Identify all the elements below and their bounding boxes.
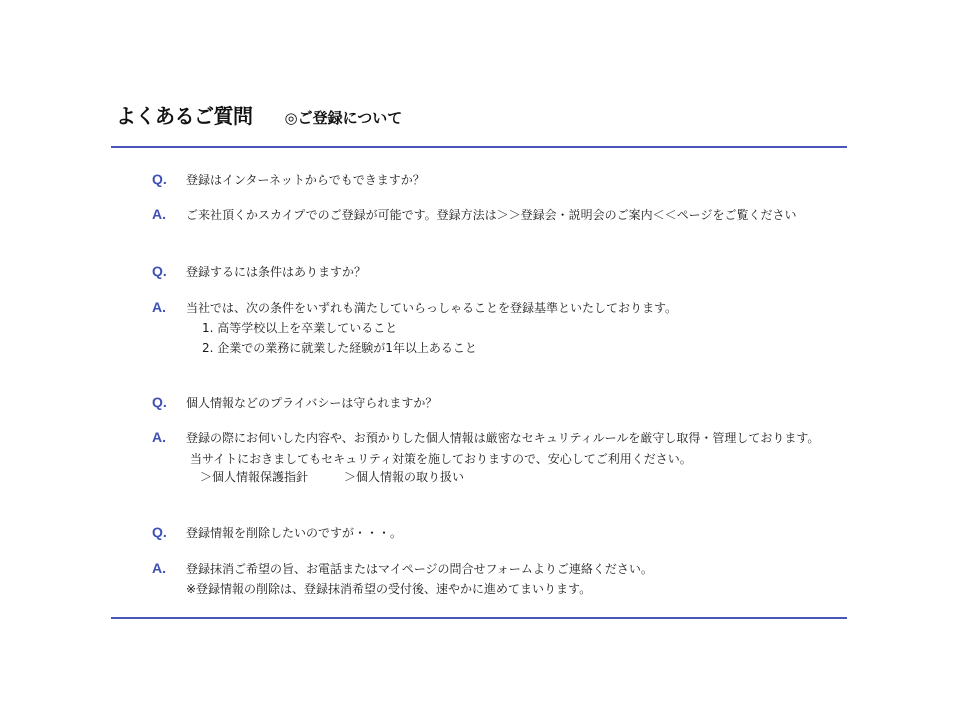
question-text: 個人情報などのプライバシーは守られますか？ bbox=[186, 396, 438, 410]
answer-text: 登録抹消ご希望の旨、お電話またはマイページの問合せフォームよりご連絡ください。 bbox=[186, 562, 653, 576]
question-text: 登録するには条件はありますか？ bbox=[186, 265, 367, 279]
condition-item-2: 2. 企業での業務に就業した経験が1年以上あること bbox=[202, 341, 477, 355]
answer-marker: A. bbox=[152, 429, 166, 445]
answer-text: 登録の際にお伺いした内容や、お預かりした個人情報は厳密なセキュリティルールを厳守し取得・管理しております。 bbox=[186, 431, 820, 445]
answer-marker: A. bbox=[152, 299, 166, 315]
section-title: ◎ご登録について bbox=[284, 109, 403, 127]
answer-text-line2: ※登録情報の削除は、登録抹消希望の受付後、速やかに進めてまいります。 bbox=[186, 582, 592, 596]
faq-answer-3 bbox=[152, 428, 819, 448]
answer-marker: A. bbox=[152, 560, 166, 576]
question-marker: Q. bbox=[152, 263, 167, 279]
top-divider bbox=[111, 146, 847, 148]
question-text: 登録はインターネットからでもできますか？ bbox=[186, 173, 425, 187]
question-marker: Q. bbox=[152, 171, 167, 187]
answer-marker: A. bbox=[152, 206, 166, 222]
faq-question-3 bbox=[152, 393, 437, 413]
privacy-policy-link[interactable]: ＞個人情報保護指針 bbox=[200, 470, 309, 484]
bottom-divider bbox=[111, 617, 847, 619]
condition-item-1: 1. 高等学校以上を卒業していること bbox=[202, 321, 398, 335]
faq-answer-2 bbox=[152, 298, 677, 318]
question-marker: Q. bbox=[152, 394, 167, 410]
faq-question-4 bbox=[152, 523, 402, 543]
answer-text-line2: 当サイトにおきましてもセキュリティ対策を施しておりますので、安心してご利用ください。 bbox=[190, 452, 692, 466]
answer-text: 当社では、次の条件をいずれも満たしていらっしゃることを登録基準といたしております。 bbox=[186, 301, 678, 315]
question-marker: Q. bbox=[152, 524, 167, 540]
faq-answer-4 bbox=[152, 559, 653, 579]
faq-question-2 bbox=[152, 262, 366, 282]
question-text: 登録情報を削除したいのですが・・・。 bbox=[186, 526, 403, 540]
personal-info-handling-link[interactable]: ＞個人情報の取り扱い bbox=[344, 470, 465, 484]
page-title: よくあるご質問 bbox=[116, 104, 253, 128]
faq-answer-1 bbox=[152, 205, 796, 225]
faq-question-1 bbox=[152, 170, 425, 190]
answer-text: ご来社頂くかスカイプでのご登録が可能です。登録方法は＞＞登録会・説明会のご案内＜＜ページをご覧ください bbox=[186, 208, 797, 222]
page-header bbox=[116, 100, 402, 129]
